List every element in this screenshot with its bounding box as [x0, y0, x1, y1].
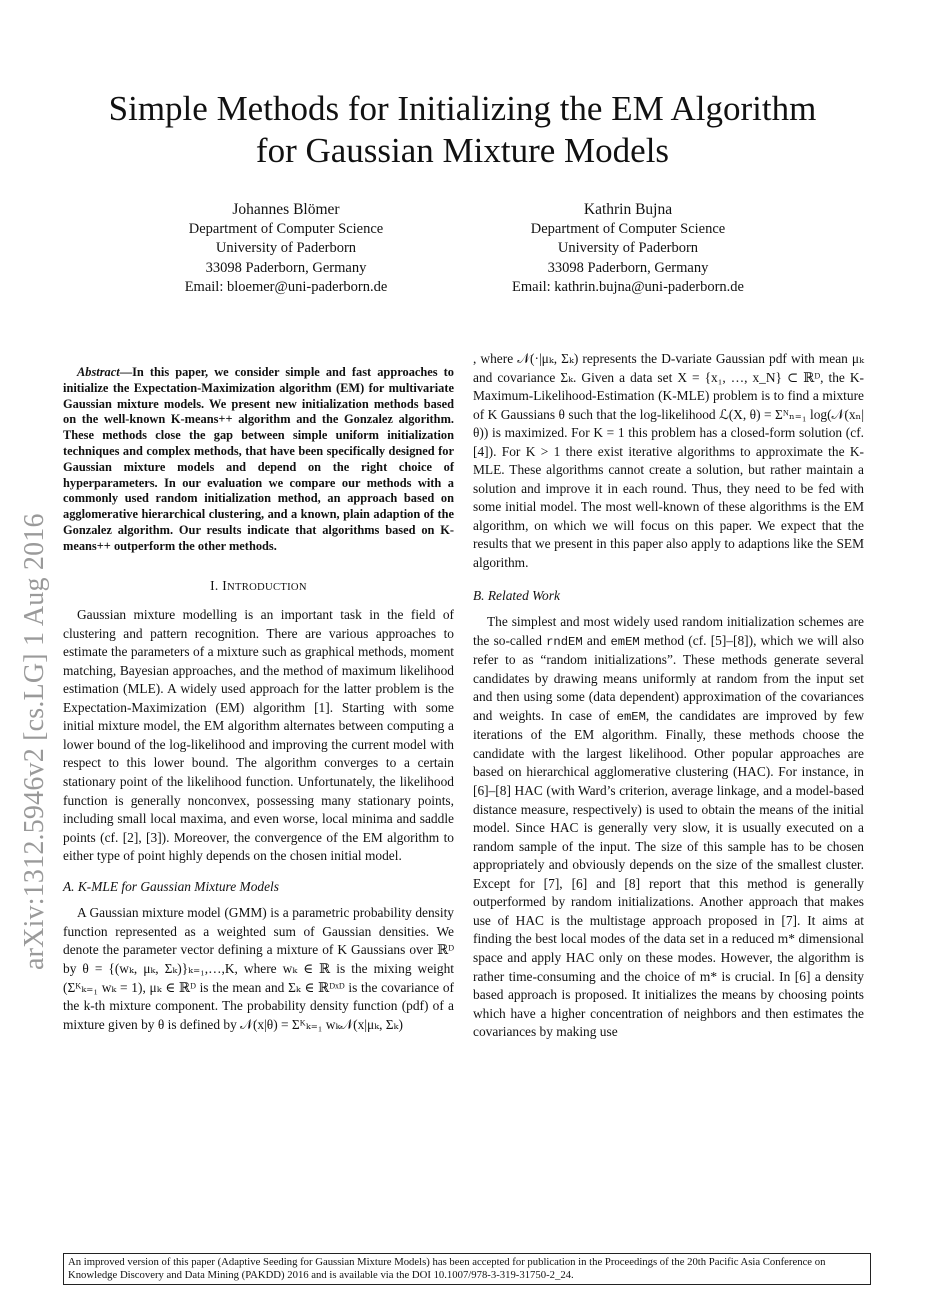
arxiv-stamp: arXiv:1312.5946v2 [cs.LG] 1 Aug 2016	[19, 513, 50, 970]
section-heading-introduction	[63, 577, 454, 598]
code-emem: emEM	[610, 634, 640, 649]
section-title-initial: I	[222, 577, 228, 593]
related-text-end: , the candidates are improved by few iterations of the EM algorithm. Finally, these methods choose the candidate with the largest likelihood. Other popular approaches are based on hierarchical agglomerative clustering (HAC). For instance, in [6]–[8] HAC (with Ward’s criterion, average linkage, and a model-based distance measure, respectively) is used to obtain the means of the initial model. Since HAC is generally very slow, it is usually executed on a random sample of the input. The size of this sample has to be chosen appropriately and obviously depends on the size of the smallest cluster. Except for [7], [6] and [8] report that this method is generally outperformed by random initializations. Another approach that makes use of HAC is the multistage approach proposed in [7]. It aims at finding the best local modes of the data set in a reduced m* dimensional space and apply HAC only on these modes. However, the algorithm is rather time-consuming and the choice of m* is crucial. In [6] a density based approach is proposed. It initializes the means by choosing points which have a higher concentration of neighbors and then estimates the covariances by making use	[473, 707, 864, 1040]
author-email: Email: bloemer@uni-paderborn.de	[184, 279, 388, 295]
abstract	[63, 365, 454, 555]
kmle-paragraph: A Gaussian mixture model (GMM) is a parametric probability density function represented as a weighted sum of Gaussian densities. We denote the parameter vector defining a mixture of K Gaussians over ℝᴰ by θ = {(wₖ, μₖ, Σₖ)}ₖ₌₁,…,K, where wₖ ∈ ℝ is the mixing weight (Σᴷₖ₌₁ wₖ = 1), μₖ ∈ ℝᴰ is the mean and Σₖ ∈ ℝᴰˣᴰ is the covariance of the k-th mixture component. The probability density function (pdf) of a mixture given by θ is defined by 𝒩(x|θ) = Σᴷₖ₌₁ wₖ𝒩(x|μₖ, Σₖ)	[63, 905, 454, 1032]
author-addr: 33098 Paderborn, Germany	[205, 259, 367, 276]
author-dept: Department of Computer Science	[188, 220, 384, 237]
author-addr: 33098 Paderborn, Germany	[547, 259, 709, 276]
section-title-rest: NTRODUCTION	[227, 581, 307, 593]
author-name: Kathrin Bujna	[583, 201, 673, 218]
paper-title	[40, 88, 885, 172]
left-column	[63, 365, 454, 1034]
code-rndem: rndEM	[546, 634, 583, 649]
related-text-start: The simplest and most widely used random initialization schemes are the so-called	[473, 614, 864, 648]
author-email: Email: kathrin.bujna@uni-paderborn.de	[512, 279, 744, 295]
related-work-paragraph	[473, 613, 864, 1042]
related-text-and: and	[582, 632, 611, 648]
author-block-2	[468, 200, 788, 298]
subsection-heading-kmle: A. K-MLE for Gaussian Mixture Models	[63, 878, 279, 894]
title-line-2: for Gaussian Mixture Models	[255, 131, 670, 170]
subsection-heading-related-work: B. Related Work	[473, 587, 560, 603]
section-number: I.	[210, 577, 219, 593]
publication-footnote: An improved version of this paper (Adaptive Seeding for Gaussian Mixture Models) has been accepted for publication in the Proceedings of the 20th Pacific Asia Conference on Knowledge Discovery and Data Mining (PAKDD) 2016 and is available via the DOI 10.1007/978-3-319-31750-2_24.	[63, 1253, 871, 1285]
author-dept: Department of Computer Science	[530, 220, 726, 237]
abstract-label: Abstract	[77, 365, 120, 379]
right-column	[473, 350, 864, 1042]
author-block-1	[126, 200, 446, 298]
intro-paragraph: Gaussian mixture modelling is an important task in the field of clustering and pattern recognition. There are various approaches to estimate the parameters of a mixture such as graphical methods, moment matching, Bayesian approaches, and the method of maximum likelihood estimation (MLE). A widely used approach for the latter problem is the Expectation-Maximization (EM) algorithm [1]. Starting with some initial mixture model, the EM algorithm alternates between computing a lower bound of the log-likelihood and improving the current model with respect to this lower bound. The algorithm converges to a certain stationary point of the likelihood function. Unfortunately, the likelihood function is generally nonconvex, possessing many stationary points, including small local maxima, and even worse, local minima and saddle points (cf. [2], [3]). Moreover, the convergence of the EM algorithm to either type of point highly depends on the chosen initial model.	[63, 607, 454, 864]
author-univ: University of Paderborn	[557, 240, 699, 256]
author-name: Johannes Blömer	[232, 201, 340, 218]
title-line-1: Simple Methods for Initializing the EM Algorithm	[108, 89, 817, 128]
code-emem: emEM	[616, 709, 646, 724]
abstract-text: —In this paper, we consider simple and fast approaches to initialize the Expectation-Maximization algorithm (EM) for multivariate Gaussian mixture models. We present new initialization methods based on the well-known K-means++ algorithm and the Gonzalez algorithm. These methods close the gap between simple uniform initialization techniques and complex methods, that have been specifically designed for Gaussian mixture models and depend on the right choice of hyperparameters. In our evaluation we compare our methods with a commonly used random initialization method, an approach based on agglomerative hierarchical clustering, and a known, plain adaption of the Gonzalez algorithm. Our results indicate that algorithms based on K-means++ outperform the other methods.	[63, 365, 454, 553]
author-univ: University of Paderborn	[215, 240, 357, 256]
related-text-mid: method (cf. [5]–[8]), which we will also refer to as “random initializations”. These methods generate several candidates by drawing means uniformly at random from the input set and then using some (data dependent) approximation of the covariances and weights. In case of	[473, 632, 864, 723]
kmle-paragraph-continued: , where 𝒩(·|μₖ, Σₖ) represents the D-variate Gaussian pdf with mean μₖ and covariance Σₖ. Given a data set X = {x₁, …, x_N} ⊂ ℝᴰ, the K-Maximum-Likelihood-Estimation (K-MLE) problem is to find a mixture of K Gaussians θ such that the log-likelihood ℒ(X, θ) = Σᴺₙ₌₁ log(𝒩(xₙ|θ)) is maximized. For K = 1 this problem has a closed-form solution (cf. [4]). For K > 1 there exist iterative algorithms to approximate the K-MLE. These algorithms cannot create a solution, but rather maintain a solution and improve it in each round. Thus, they need to be fed with some initial model. The most well-known of these algorithms is the EM algorithm, on which we will focus on this paper. We expect that the results that we present in this paper also apply to adaptions like the SEM algorithm.	[473, 351, 864, 571]
